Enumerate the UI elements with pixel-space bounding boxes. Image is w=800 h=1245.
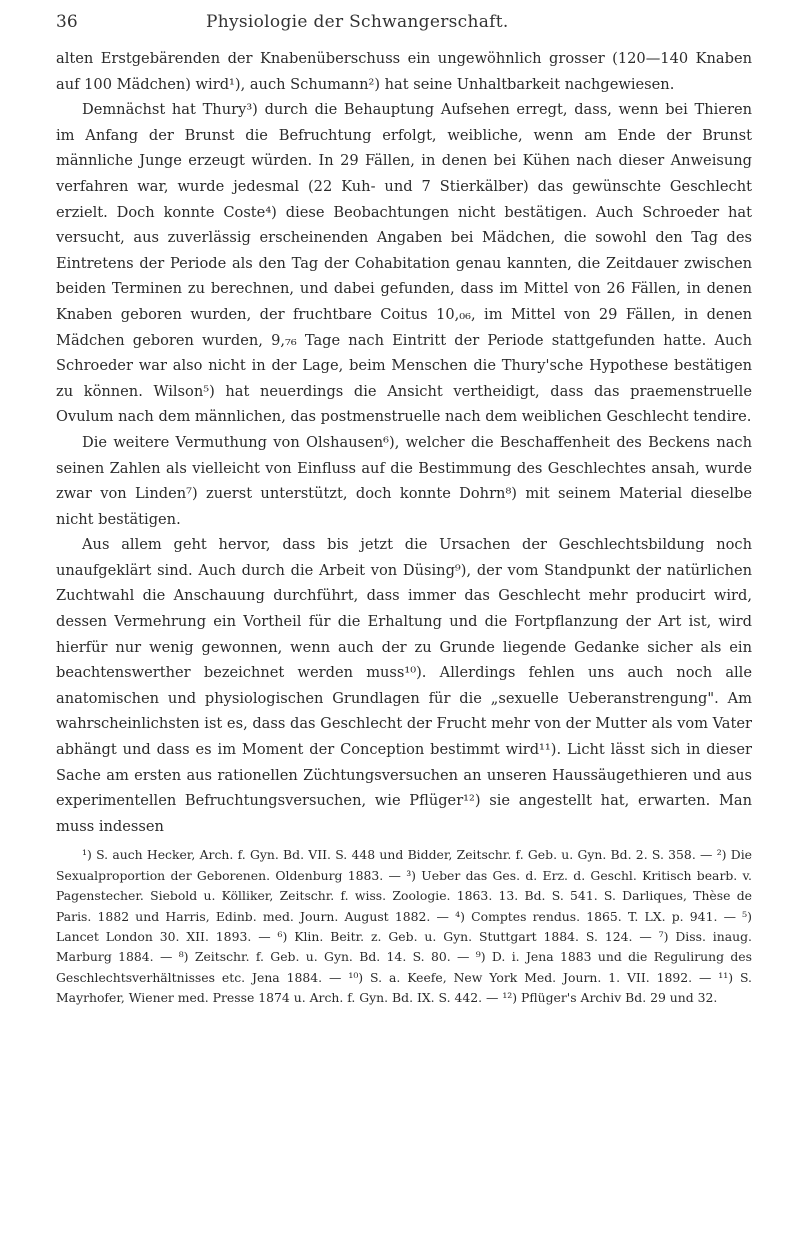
footnote-text: ¹) S. auch Hecker, Arch. f. Gyn. Bd. VII. S. 448 und Bidder, Zeitschr. f. Geb. u. Gyn. Bd. 2. S. 358. — ²) Die Sexualproportion der Geborenen. Oldenburg 1883. — ³) Ueber das Ges. d. Erz. d. Geschl. Kritisch bearb. v. Pagenstecher. Siebold u. Kölliker, Zeitschr. f. wiss. Zoologie. 1863. 13. Bd. S. 541. S. Darliques, Thèse de Paris. 1882 und Harris, Edinb. med. Journ. August 1882. — ⁴) Comptes rendus. 1865. T. LX. p. 941. — ⁵) Lancet London 30. XII. 1893. — ⁶) Klin. Beitr. z. Geb. u. Gyn. Stuttgart 1884. S. 124. — ⁷) Diss. inaug. Marburg 1884. — ⁸) Zeitschr. f. Geb. u. Gyn. Bd. 14. S. 80. — ⁹) D. i. Jena 1883 und die Regulirung des Geschlechtsverhältnisses etc. Jena 1884. — ¹⁰) S. a. Keefe, New York Med. Journ. 1. VII. 1892. — ¹¹) S. Mayrhofer, Wiener med. Presse 1874 u. Arch. f. Gyn. Bd. IX. S. 442. — ¹²) Pflüger's Archiv Bd. 29 und 32. [56, 847, 752, 1006]
running-title: Physiologie der Schwangerschaft. [206, 12, 509, 32]
paragraph-olshausen: Die weitere Vermuthung von Olshausen⁶), welcher die Beschaffenheit des Beckens nach seinen Zahlen als vielleicht von Einfluss auf die Bestimmung des Geschlechtes ansah, wurde zwar von Linden⁷) zuerst unterstützt, doch konnte Dohrn⁸) mit seinem Material dieselbe nicht bestätigen. [56, 433, 752, 528]
body-text [56, 46, 752, 839]
page-number: 36 [56, 12, 78, 32]
footnotes [56, 845, 752, 1008]
paragraph-conclusion: Aus allem geht hervor, dass bis jetzt die Ursachen der Geschlechtsbildung noch unaufgeklärt sind. Auch durch die Arbeit von Düsing⁹), der vom Standpunkt der natürlichen Zuchtwahl die Anschauung durchführt, dass immer das Geschlecht mehr producirt wird, dessen Vermehrung ein Vortheil für die Erhaltung und die Fortpflanzung der Art ist, wird hierfür nur wenig gewonnen, wenn auch der zu Grunde liegende Gedanke sicher als ein beachtenswerther bezeichnet werden muss¹⁰). Allerdings fehlen uns auch noch alle anatomischen und physiologischen Grundlagen für die „sexuelle Ueberanstrengung". Am wahrscheinlichsten ist es, dass das Geschlecht der Frucht mehr von der Mutter als vom Vater abhängt und dass es im Moment der Conception bestimmt wird¹¹). Licht lässt sich in dieser Sache am ersten aus rationellen Züchtungsversuchen an unseren Haussäugethieren und aus experimentellen Befruchtungsversuchen, wie Pflüger¹²) sie angestellt hat, erwarten. Man muss indessen [56, 536, 752, 835]
paragraph-continued: alten Erstgebärenden der Knabenüberschuss ein ungewöhnlich grosser (120—140 Knaben auf 100 Mädchen) wird¹), auch Schumann²) hat seine Unhaltbarkeit nachgewiesen. [56, 50, 752, 93]
paragraph-thury: Demnächst hat Thury³) durch die Behauptung Aufsehen erregt, dass, wenn bei Thieren im Anfang der Brunst die Befruchtung erfolgt, weibliche, wenn am Ende der Brunst männliche Junge erzeugt würden. In 29 Fällen, in denen bei Kühen nach dieser Anweisung verfahren war, wurde jedesmal (22 Kuh- und 7 Stierkälber) das gewünschte Geschlecht erzielt. Doch konnte Coste⁴) diese Beobachtungen nicht bestätigen. Auch Schroeder hat versucht, aus zuverlässig erscheinenden Angaben bei Mädchen, die sowohl den Tag des Eintretens der Periode als den Tag der Cohabitation genau kannten, die Zeitdauer zwischen beiden Terminen zu berechnen, und dabei gefunden, dass im Mittel von 26 Fällen, in denen Knaben geboren wurden, der fruchtbare Coitus 10,₀₆, im Mittel von 29 Fällen, in denen Mädchen geboren wurden, 9,₇₆ Tage nach Eintritt der Periode stattgefunden hatte. Auch Schroeder war also nicht in der Lage, beim Menschen die Thury'sche Hypothese bestätigen zu können. Wilson⁵) hat neuerdings die Ansicht vertheidigt, dass das praemenstruelle Ovulum nach dem männlichen, das postmenstruelle nach dem weiblichen Geschlecht tendire. [56, 101, 752, 426]
running-head [56, 12, 752, 40]
